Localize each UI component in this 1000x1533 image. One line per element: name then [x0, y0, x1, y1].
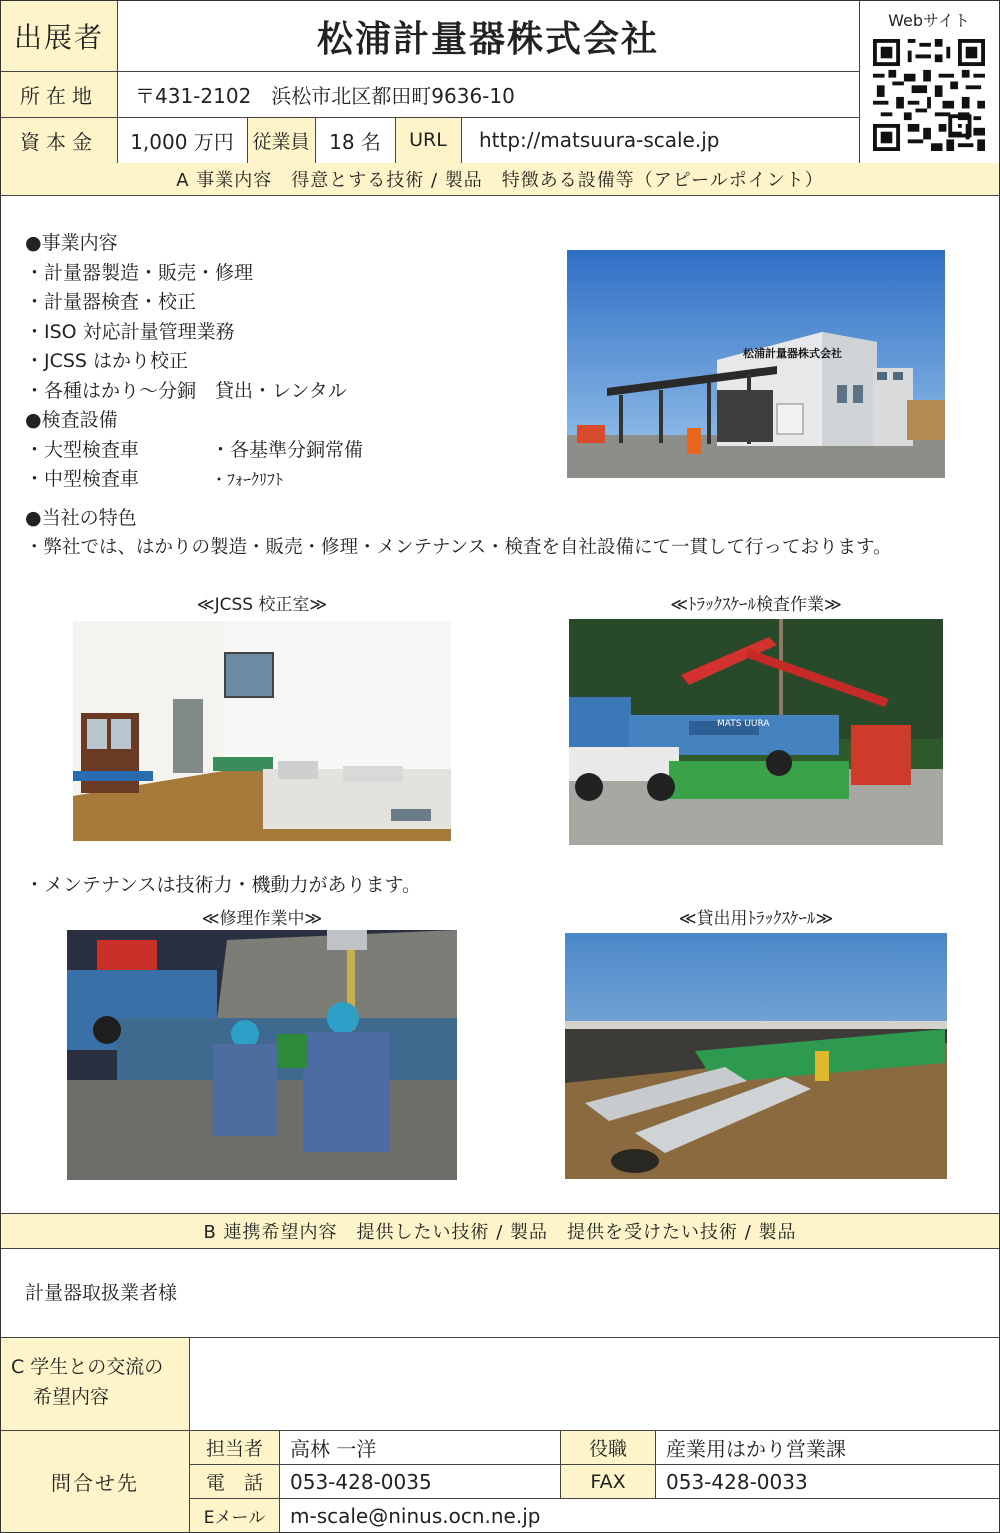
feature-text: ・弊社では、はかりの製造・販売・修理・メンテナンス・検査を自社設備にて一貫して行っております。 [25, 537, 892, 558]
feature-heading: ●当社の特色 [25, 507, 137, 529]
business-line: ・JCSS はかり校正 [25, 350, 189, 372]
repair-work-photo [67, 930, 457, 1180]
caption-jcss-room: ≪JCSS 校正室≫ [196, 595, 328, 615]
section-b-text: 計量器取扱業者様 [25, 1282, 178, 1304]
company-name: 松浦計量器株式会社 [316, 18, 659, 60]
address-label: 所在地 [1, 71, 117, 117]
section-c-label-line2: 希望内容 [33, 1386, 110, 1408]
business-line: ・計量器製造・販売・修理 [25, 261, 254, 284]
equipment-item: ・中型検査車 [25, 468, 140, 490]
email-label: Eメール [190, 1499, 279, 1532]
business-line: ・各種はかり～分銅 貸出・レンタル [25, 379, 347, 402]
jcss-calibration-room-photo [73, 621, 451, 841]
role-label: 役職 [561, 1431, 655, 1464]
exhibitor-label: 出展者 [1, 1, 117, 71]
fax-label: FAX [561, 1465, 655, 1498]
role-value: 産業用はかり営業課 [666, 1437, 846, 1461]
employees-label: 従業員 [247, 117, 315, 163]
business-line: ●事業内容 [25, 232, 118, 254]
web-site-label: Webサイト [888, 10, 970, 30]
section-c-label-line1: C 学生との交流の [11, 1356, 164, 1378]
person-value: 高林 一洋 [290, 1437, 377, 1461]
qr-code-icon[interactable] [873, 39, 985, 151]
url-link[interactable]: http://matsuura-scale.jp [479, 128, 720, 152]
caption-truck-scale-inspection: ≪ﾄﾗｯｸｽｹｰﾙ検査作業≫ [670, 595, 842, 615]
equipment-item: ・ﾌｫｰｸﾘﾌﾄ [211, 470, 284, 489]
employees-value: 18 名 [329, 129, 381, 154]
section-a-heading: A 事業内容 得意とする技術 / 製品 特徴ある設備等（アピールポイント） [1, 163, 999, 195]
phone-label: 電 話 [190, 1465, 279, 1498]
url-label: URL [395, 117, 461, 163]
address-value: 〒431-2102 浜松市北区都田町9636-10 [135, 83, 515, 108]
business-line: ・ISO 対応計量管理業務 [25, 320, 235, 343]
capital-value: 1,000 万円 [130, 129, 234, 154]
equipment-item: ・各基準分銅常備 [211, 438, 364, 461]
truck-scale-inspection-photo [569, 619, 943, 845]
business-line: ●検査設備 [25, 409, 118, 431]
phone-value[interactable]: 053-428-0035 [290, 1469, 432, 1494]
business-line: ・計量器検査・校正 [25, 291, 197, 313]
maintenance-text: ・メンテナンスは技術力・機動力があります。 [25, 874, 421, 896]
rental-truck-scale-photo [565, 933, 947, 1179]
person-label: 担当者 [190, 1431, 279, 1464]
capital-label: 資本金 [1, 117, 117, 163]
section-c-label [1, 1338, 189, 1430]
truck-text: MATS UURA [717, 719, 770, 729]
section-b-heading: B 連携希望内容 提供したい技術 / 製品 提供を受けたい技術 / 製品 [1, 1214, 999, 1248]
building-sign-text: 松浦計量器株式会社 [743, 347, 842, 360]
caption-rental-truck-scale: ≪貸出用ﾄﾗｯｸｽｹｰﾙ≫ [678, 909, 834, 929]
equipment-item: ・大型検査車 [25, 438, 140, 461]
company-building-photo [567, 250, 945, 478]
fax-value: 053-428-0033 [666, 1469, 808, 1494]
caption-repair-work: ≪修理作業中≫ [201, 909, 323, 929]
email-link[interactable]: m-scale@ninus.ocn.ne.jp [290, 1503, 541, 1528]
contact-label: 問合せ先 [1, 1431, 189, 1532]
